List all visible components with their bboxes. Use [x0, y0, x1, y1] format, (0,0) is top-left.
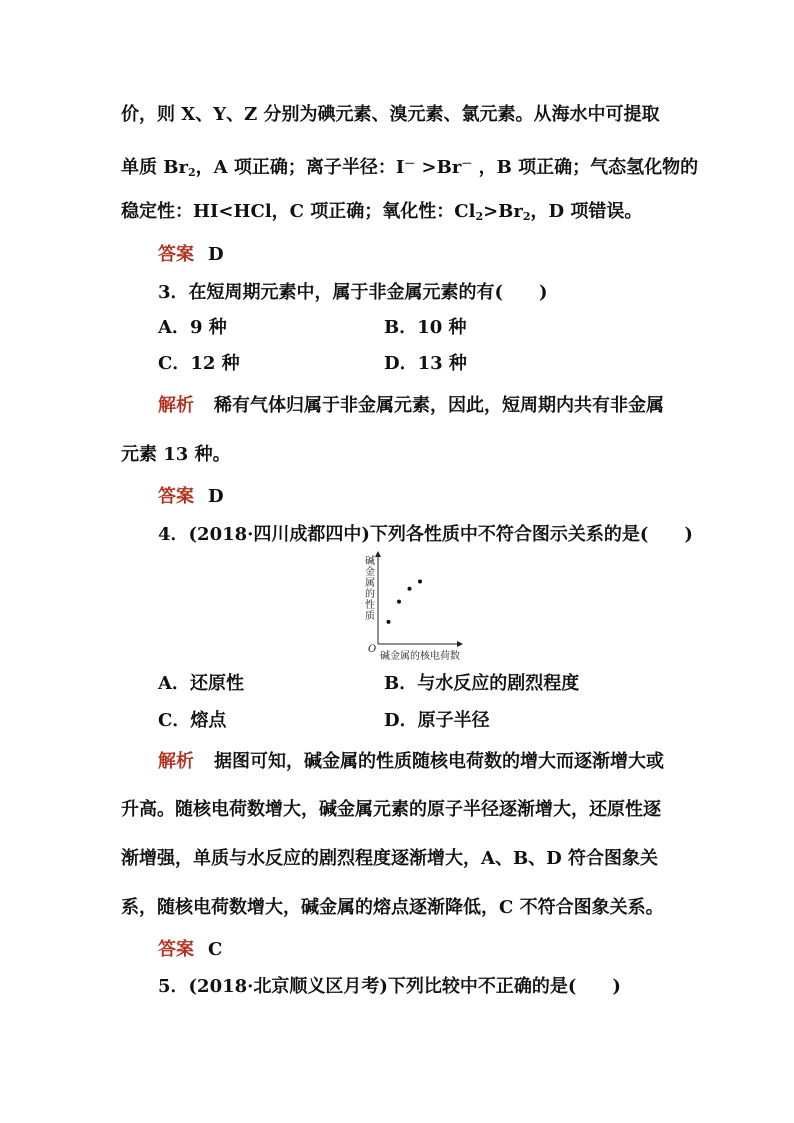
scatter-chart: [360, 548, 470, 664]
paragraph-line-1: [121, 103, 660, 127]
q3-analysis-line-1: [158, 394, 664, 418]
y-axis-label: [365, 554, 375, 622]
q3-option-d: D．13 种: [384, 353, 467, 374]
superscript: －: [404, 157, 416, 170]
q4-option-c: C．熔点: [158, 710, 227, 731]
data-points: [387, 579, 423, 623]
text-segment: ，B 项正确；气态氢化物的: [472, 157, 699, 178]
q3-option-a: A．9 种: [158, 317, 227, 338]
text-segment: ，D 项错误。: [530, 201, 643, 222]
data-point: [397, 600, 401, 604]
text-segment: >Br: [415, 157, 462, 178]
data-point: [387, 620, 391, 624]
analysis-text: 据图可知，碱金属的性质随核电荷数的增大而逐渐增大或: [214, 751, 664, 772]
q3-option-b: B．10 种: [384, 317, 467, 338]
q4-option-d: D．原子半径: [384, 710, 490, 731]
text-segment: 稳定性：HI<HCl，C 项正确；氧化性：Cl: [121, 201, 476, 222]
text-segment: 价，则 X、Y、Z 分别为碘元素、溴元素、氯元素。从海水中可提取: [121, 104, 660, 125]
data-point: [418, 579, 422, 583]
question-3: 3．在短周期元素中，属于非金属元素的有( ): [158, 282, 548, 303]
answer-value: C: [208, 939, 223, 960]
y-axis-label-text: 碱金属的性质: [365, 556, 375, 622]
origin-label: O: [368, 644, 377, 655]
answer-label: 答案: [158, 244, 194, 265]
superscript: －: [461, 157, 473, 170]
q3-analysis-line-2: 元素 13 种。: [121, 444, 231, 465]
q4-analysis-line-1: [158, 750, 664, 774]
answer-2: [158, 243, 224, 267]
text-segment: 单质 Br: [121, 157, 188, 178]
q4-option-a: A．还原性: [158, 673, 244, 694]
subscript: 2: [187, 166, 196, 179]
answer-4: [158, 938, 222, 962]
data-point: [408, 587, 412, 591]
subscript: 2: [522, 210, 531, 223]
q4-analysis-line-3: 渐增强，单质与水反应的剧烈程度逐渐增大，A、B、D 符合图象关: [121, 848, 659, 869]
text-segment: ，A 项正确；离子半径：I: [195, 157, 405, 178]
q4-option-b: B．与水反应的剧烈程度: [384, 673, 580, 694]
answer-label: 答案: [158, 939, 194, 960]
answer-label: 答案: [158, 486, 194, 507]
question-5: 5．(2018·北京顺义区月考)下列比较中不正确的是( ): [158, 976, 621, 997]
analysis-label: 解析: [158, 751, 194, 772]
q4-analysis-line-4: 系，随核电荷数增大，碱金属的熔点逐渐降低，C 不符合图象关系。: [121, 897, 664, 918]
analysis-text: 稀有气体归属于非金属元素，因此，短周期内共有非金属: [214, 395, 664, 416]
text-segment: >Br: [483, 201, 523, 222]
answer-value: D: [208, 244, 224, 265]
q4-analysis-line-2: 升高。随核电荷数增大，碱金属元素的原子半径逐渐增大，还原性逐: [121, 799, 661, 820]
x-axis-label: 碱金属的核电荷数: [380, 651, 460, 662]
q3-option-c: C．12 种: [158, 353, 240, 374]
paragraph-line-2: [121, 152, 698, 185]
paragraph-line-3: [121, 200, 642, 229]
answer-3: [158, 485, 224, 509]
question-4: 4．(2018·四川成都四中)下列各性质中不符合图示关系的是( ): [158, 524, 693, 545]
answer-value: D: [208, 486, 224, 507]
subscript: 2: [475, 210, 484, 223]
analysis-label: 解析: [158, 395, 194, 416]
